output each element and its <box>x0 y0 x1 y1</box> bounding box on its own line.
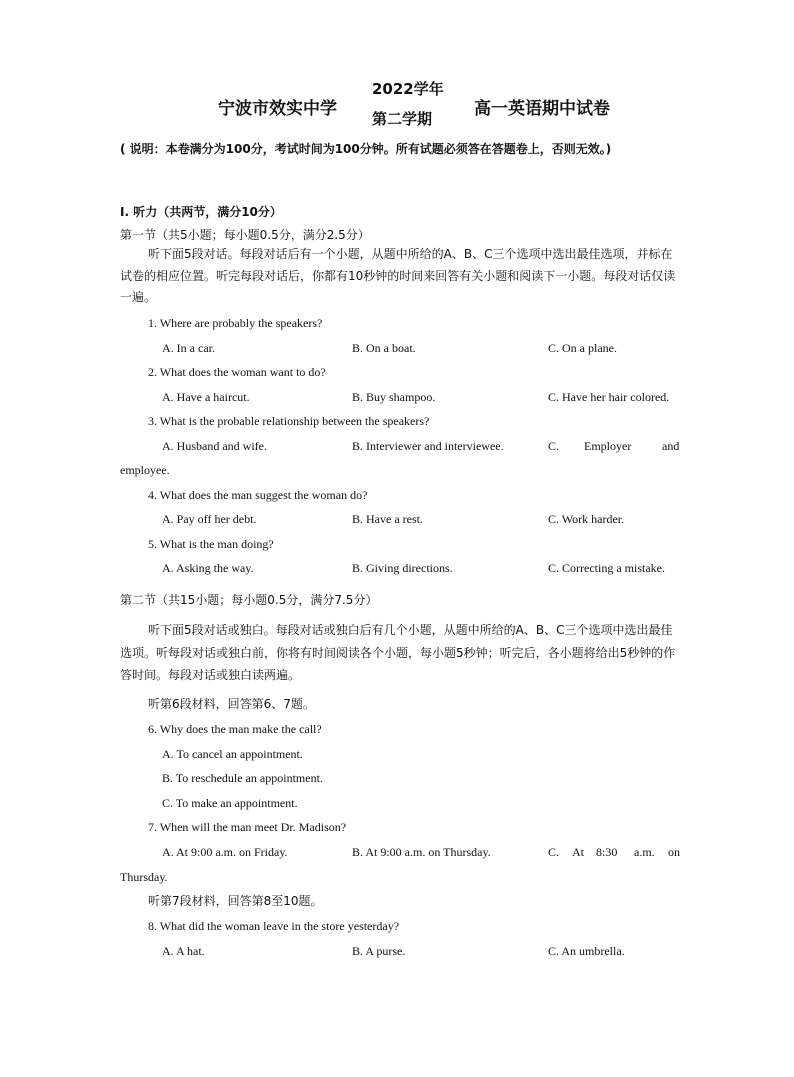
listen-instruction-7: 听第7段材料，回答第8至10题。 <box>148 894 323 908</box>
q3-option-c-word3: employee. <box>120 463 170 477</box>
question-6: 6. Why does the man make the call? <box>148 722 322 736</box>
q7-option-c-part3: a.m. <box>634 845 655 859</box>
exam-title: 高一英语期中试卷 <box>474 99 610 119</box>
q2-option-a: A. Have a haircut. <box>162 390 250 404</box>
q5-option-c: C. Correcting a mistake. <box>548 561 665 575</box>
q4-option-b: B. Have a rest. <box>352 512 423 526</box>
q7-option-c-part4: on <box>668 845 680 859</box>
q1-option-b: B. On a boat. <box>352 341 416 355</box>
q1-option-c: C. On a plane. <box>548 341 617 355</box>
q7-option-b: B. At 9:00 a.m. on Thursday. <box>352 845 491 859</box>
q6-option-c: C. To make an appointment. <box>162 796 298 810</box>
q6-option-b: B. To reschedule an appointment. <box>162 771 323 785</box>
q5-option-b: B. Giving directions. <box>352 561 453 575</box>
question-4: 4. What does the man suggest the woman do? <box>148 488 368 502</box>
q1-option-a: A. In a car. <box>162 341 215 355</box>
q3-option-b: B. Interviewer and interviewee. <box>352 439 504 453</box>
question-5: 5. What is the man doing? <box>148 537 274 551</box>
q3-option-a: A. Husband and wife. <box>162 439 267 453</box>
school-year: 2022学年 <box>372 80 444 98</box>
question-2: 2. What does the woman want to do? <box>148 365 326 379</box>
school-name: 宁波市效实中学 <box>218 99 337 119</box>
q4-option-a: A. Pay off her debt. <box>162 512 257 526</box>
q2-option-c: C. Have her hair colored. <box>548 390 670 404</box>
q8-option-c: C. An umbrella. <box>548 944 625 958</box>
q8-option-b: B. A purse. <box>352 944 406 958</box>
q7-option-c-letter: C. <box>548 845 560 859</box>
part1-instructions: 听下面5段对话。每段对话后有一个小题，从题中所给的A、B、C三个选项中选出最佳选项，并标在试卷的相应位置。听完每段对话后，你都有10秒钟的时间来回答有关小题和阅读下一小题。每段对话仅读一遍。 <box>120 247 676 304</box>
q4-option-c: C. Work harder. <box>548 512 625 526</box>
q7-option-c-part1: At <box>572 845 584 859</box>
listen-instruction-6: 听第6段材料，回答第6、7题。 <box>148 697 315 711</box>
school-term: 第二学期 <box>372 110 433 128</box>
q8-option-a: A. A hat. <box>162 944 205 958</box>
question-8: 8. What did the woman leave in the store yesterday? <box>148 919 400 933</box>
q3-option-c-word1: Employer <box>584 439 632 453</box>
section-title: I. 听力（共两节，满分10分） <box>120 205 282 219</box>
q3-option-c-word2: and <box>662 439 680 453</box>
q6-option-a: A. To cancel an appointment. <box>162 747 303 761</box>
part2-title: 第二节（共15小题；每小题0.5分，满分7.5分） <box>120 593 378 607</box>
q7-option-c-part2: 8:30 <box>596 845 618 859</box>
q5-option-a: A. Asking the way. <box>162 561 254 575</box>
question-3: 3. What is the probable relationship between the speakers? <box>148 414 430 428</box>
question-7: 7. When will the man meet Dr. Madison? <box>148 820 347 834</box>
q7-option-a: A. At 9:00 a.m. on Friday. <box>162 845 288 859</box>
q7-option-c-part5: Thursday. <box>120 870 168 884</box>
q3-option-c-letter: C. <box>548 439 560 453</box>
part2-instructions: 听下面5段对话或独白。每段对话或独白后有几个小题，从题中所给的A、B、C三个选项中选出最佳选项。听每段对话或独白前，你将有时间阅读各个小题，每小题5秒钟；听完后，各小题将给出5秒钟的作答时间。每段对话或独白读两遍。 <box>120 623 676 682</box>
q2-option-b: B. Buy shampoo. <box>352 390 436 404</box>
part1-title: 第一节（共5小题；每小题0.5分，满分2.5分） <box>120 228 370 242</box>
exam-note: ( 说明：本卷满分为100分，考试时间为100分钟。所有试题必须答在答题卷上，否则无效。) <box>120 142 612 156</box>
question-1: 1. Where are probably the speakers? <box>148 316 323 330</box>
